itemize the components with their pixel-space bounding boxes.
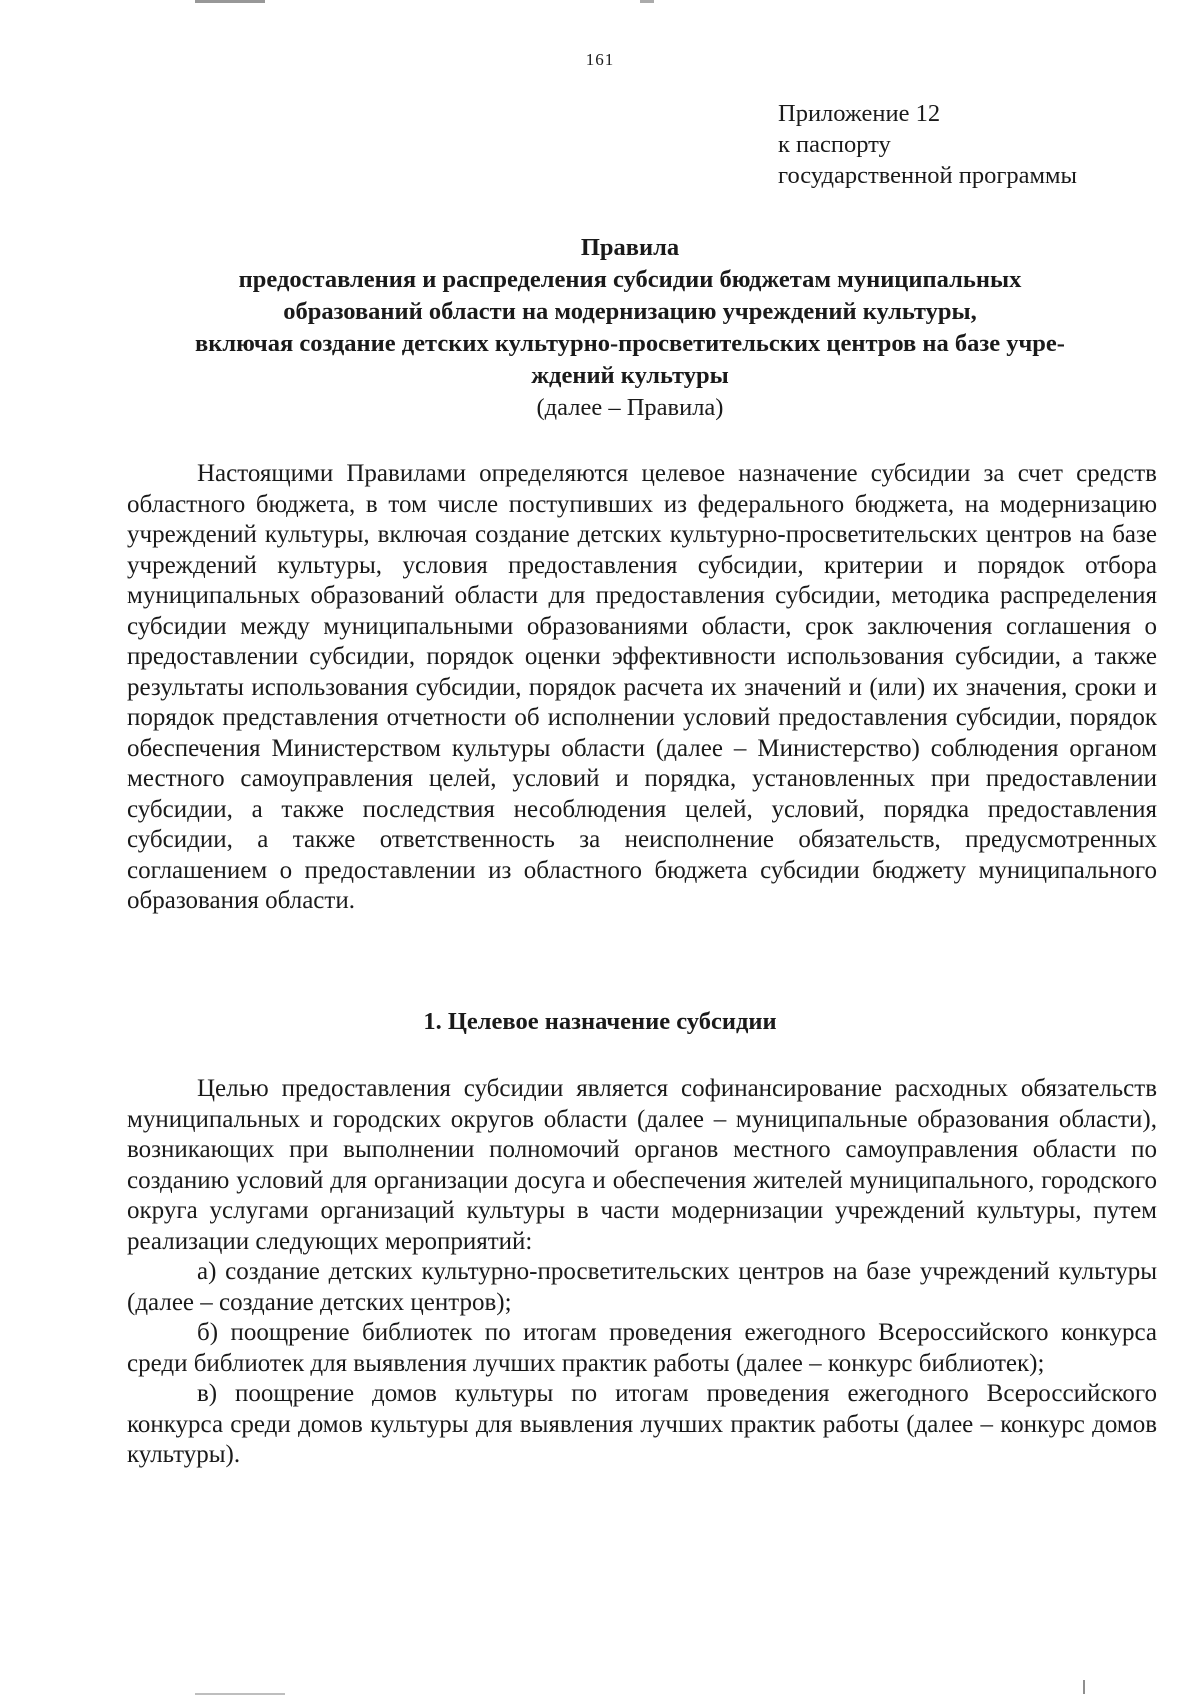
intro-section [127, 459, 1157, 917]
title-line: Правила [580, 234, 680, 261]
list-item: в) поощрение домов культуры по итогам проведения ежегодного Всероссийского конкурса среди домов культуры для выявления лучших практик работы (далее – конкурс домов культуры). [127, 1380, 1157, 1468]
page-number: 161 [585, 50, 615, 69]
appendix-line: к паспорту [778, 131, 891, 158]
list-item: б) поощрение библиотек по итогам проведения ежегодного Всероссийского конкурса среди библиотек для выявления лучших практик работы (далее – конкурс библиотек); [127, 1319, 1157, 1377]
scan-artifact-bottom-right [1083, 1680, 1085, 1694]
scan-artifact-top-right [640, 0, 654, 3]
section-body [127, 1074, 1157, 1471]
section-heading: 1. Целевое назначение субсидии [423, 1008, 777, 1035]
title-line: ждений культуры [531, 362, 729, 389]
title-line: включая создание детских культурно-просветительских центров на базе учре- [195, 330, 1065, 357]
title-subline: (далее – Правила) [536, 394, 724, 421]
scan-artifact-bottom [195, 1693, 285, 1695]
scan-artifact-top [195, 0, 265, 3]
title-line: предоставления и распределения субсидии бюджетам муниципальных [238, 266, 1022, 293]
goal-paragraph: Целью предоставления субсидии является софинансирование расходных обязательств муниципальных и городских округов области (далее – муниципальные образования области), возникающих при выполнении полномочий органов местного самоуправления области по созданию условий для организации досуга и обеспечения жителей муниципального, городского округа услугами организаций культуры в части модернизации учреждений культуры, путем реализации следующих мероприятий: [127, 1075, 1157, 1255]
list-item: а) создание детских культурно-просветительских центров на базе учреждений культуры (далее – создание детских центров); [127, 1258, 1157, 1316]
intro-paragraph: Настоящими Правилами определяются целевое назначение субсидии за счет средств областного бюджета, в том числе поступивших из федерального бюджета, на модернизацию учреждений культуры, включая создание детских культурно-просветительских центров на базе учреждений культуры, условия предоставления субсидии, критерии и порядок отбора муниципальных образований области для предоставления субсидии, методика распределения субсидии между муниципальными образованиями области, срок заключения соглашения о предоставлении субсидии, порядок оценки эффективности использования субсидии, а также результаты использования субсидии, порядок расчета их значений и (или) их значения, сроки и порядок представления отчетности об исполнении условий предоставления субсидии, порядок обеспечения Министерством культуры области (далее – Министерство) соблюдения органом местного самоуправления целей, условий и порядка, установленных при предоставлении субсидии, а также последствия несоблюдения целей, условий, порядка предоставления субсидии, а также ответственность за неисполнение обязательств, предусмотренных соглашением о предоставлении из областного бюджета субсидии бюджету муниципального образования области. [127, 460, 1157, 914]
appendix-reference [778, 98, 1178, 191]
document-title [100, 232, 1160, 424]
appendix-line: Приложение 12 [778, 100, 941, 127]
title-line: образований области на модернизацию учреждений культуры, [283, 298, 977, 325]
appendix-line: государственной программы [778, 162, 1077, 189]
